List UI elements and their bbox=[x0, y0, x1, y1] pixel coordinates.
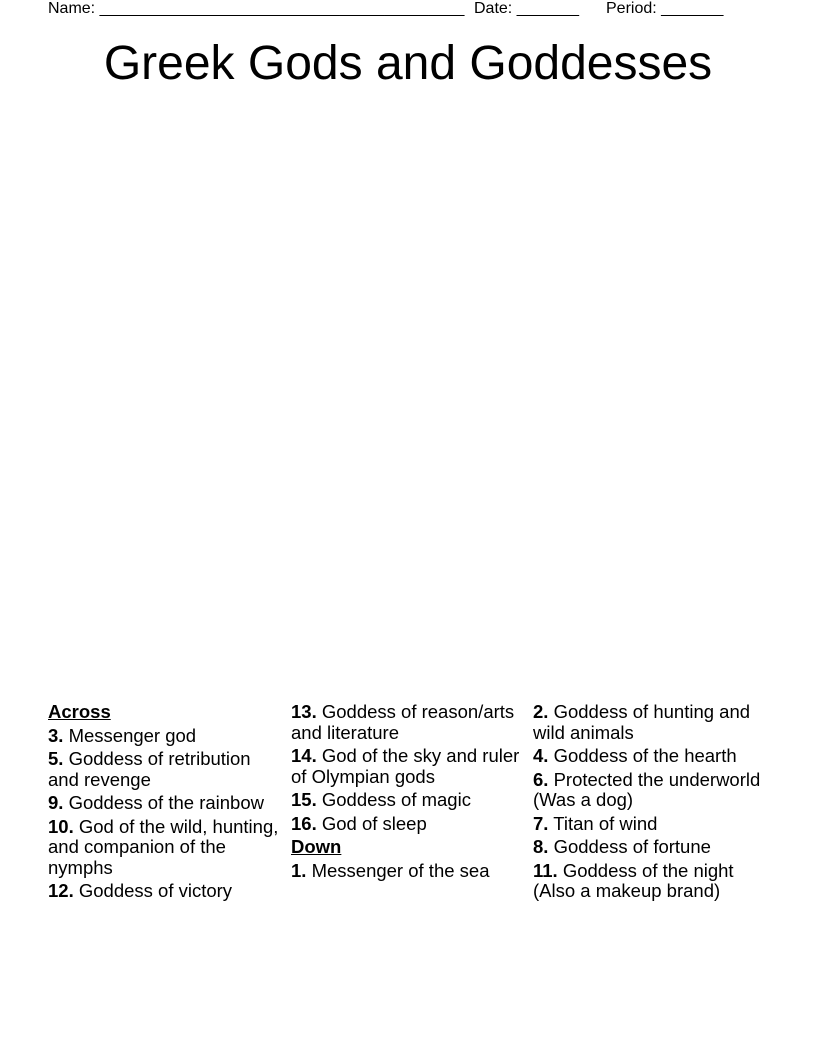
clue-text: Titan of wind bbox=[548, 812, 658, 834]
clue-number: 11. bbox=[533, 859, 558, 881]
page-title: Greek Gods and Goddesses bbox=[103, 37, 713, 90]
clue-number: 8. bbox=[533, 836, 549, 857]
down-heading: Down bbox=[291, 836, 342, 857]
clue-text: God of the sky and ruler of Olympian gods bbox=[291, 745, 520, 787]
clue-down-8 bbox=[533, 837, 769, 858]
clue-across-10 bbox=[48, 817, 284, 879]
clue-number: 14. bbox=[291, 745, 317, 766]
clue-number: 7. bbox=[533, 812, 549, 834]
clue-down-7 bbox=[533, 814, 769, 835]
clue-text: Protected the underworld (Was a dog) bbox=[533, 768, 761, 810]
clue-number: 1. bbox=[291, 859, 307, 881]
date-field: Date: _______ bbox=[474, 0, 579, 17]
clue-text: Goddess of retribution and revenge bbox=[48, 748, 251, 790]
clue-number: 3. bbox=[48, 724, 64, 746]
clue-number: 15. bbox=[291, 789, 317, 810]
clue-text: Goddess of fortune bbox=[548, 836, 711, 857]
clue-across-13 bbox=[291, 702, 527, 743]
clue-text: Messenger of the sea bbox=[306, 859, 490, 881]
clue-across-5 bbox=[48, 749, 284, 790]
clue-number: 13. bbox=[291, 701, 317, 722]
clue-text: Goddess of magic bbox=[316, 789, 471, 810]
across-heading: Across bbox=[48, 701, 111, 722]
clue-down-6 bbox=[533, 770, 769, 811]
clue-down-1 bbox=[291, 861, 527, 882]
clue-text: God of sleep bbox=[316, 812, 427, 834]
clue-text: Messenger god bbox=[63, 724, 197, 746]
clues-column-1 bbox=[48, 702, 284, 905]
clue-text: Goddess of the rainbow bbox=[63, 792, 264, 813]
clue-text: Goddess of victory bbox=[73, 880, 233, 901]
period-field: Period: _______ bbox=[606, 0, 724, 17]
clue-text: Goddess of the hearth bbox=[548, 745, 737, 766]
clue-number: 5. bbox=[48, 748, 64, 769]
clue-across-12 bbox=[48, 881, 284, 902]
clue-across-16 bbox=[291, 814, 527, 835]
clue-across-3 bbox=[48, 726, 284, 747]
clue-number: 4. bbox=[533, 745, 549, 766]
clue-number: 6. bbox=[533, 768, 549, 790]
clue-across-9 bbox=[48, 793, 284, 814]
clue-number: 12. bbox=[48, 880, 74, 901]
clue-text: God of the wild, hunting, and companion of the nymphs bbox=[48, 815, 279, 878]
clue-number: 9. bbox=[48, 792, 64, 813]
name-field: Name: _________________________________________ bbox=[48, 0, 465, 17]
clue-number: 10. bbox=[48, 815, 74, 837]
clue-number: 2. bbox=[533, 701, 549, 722]
clues-column-3 bbox=[533, 702, 769, 905]
clues-column-2 bbox=[291, 702, 527, 884]
clue-across-15 bbox=[291, 790, 527, 811]
clue-number: 16. bbox=[291, 812, 317, 834]
clue-down-2 bbox=[533, 702, 769, 743]
clue-down-11 bbox=[533, 861, 769, 902]
clue-text: Goddess of reason/arts and literature bbox=[291, 701, 515, 743]
clue-down-4 bbox=[533, 746, 769, 767]
clue-across-14 bbox=[291, 746, 527, 787]
clue-text: Goddess of hunting and wild animals bbox=[533, 701, 751, 743]
clue-text: Goddess of the night (Also a makeup brand) bbox=[533, 859, 734, 901]
